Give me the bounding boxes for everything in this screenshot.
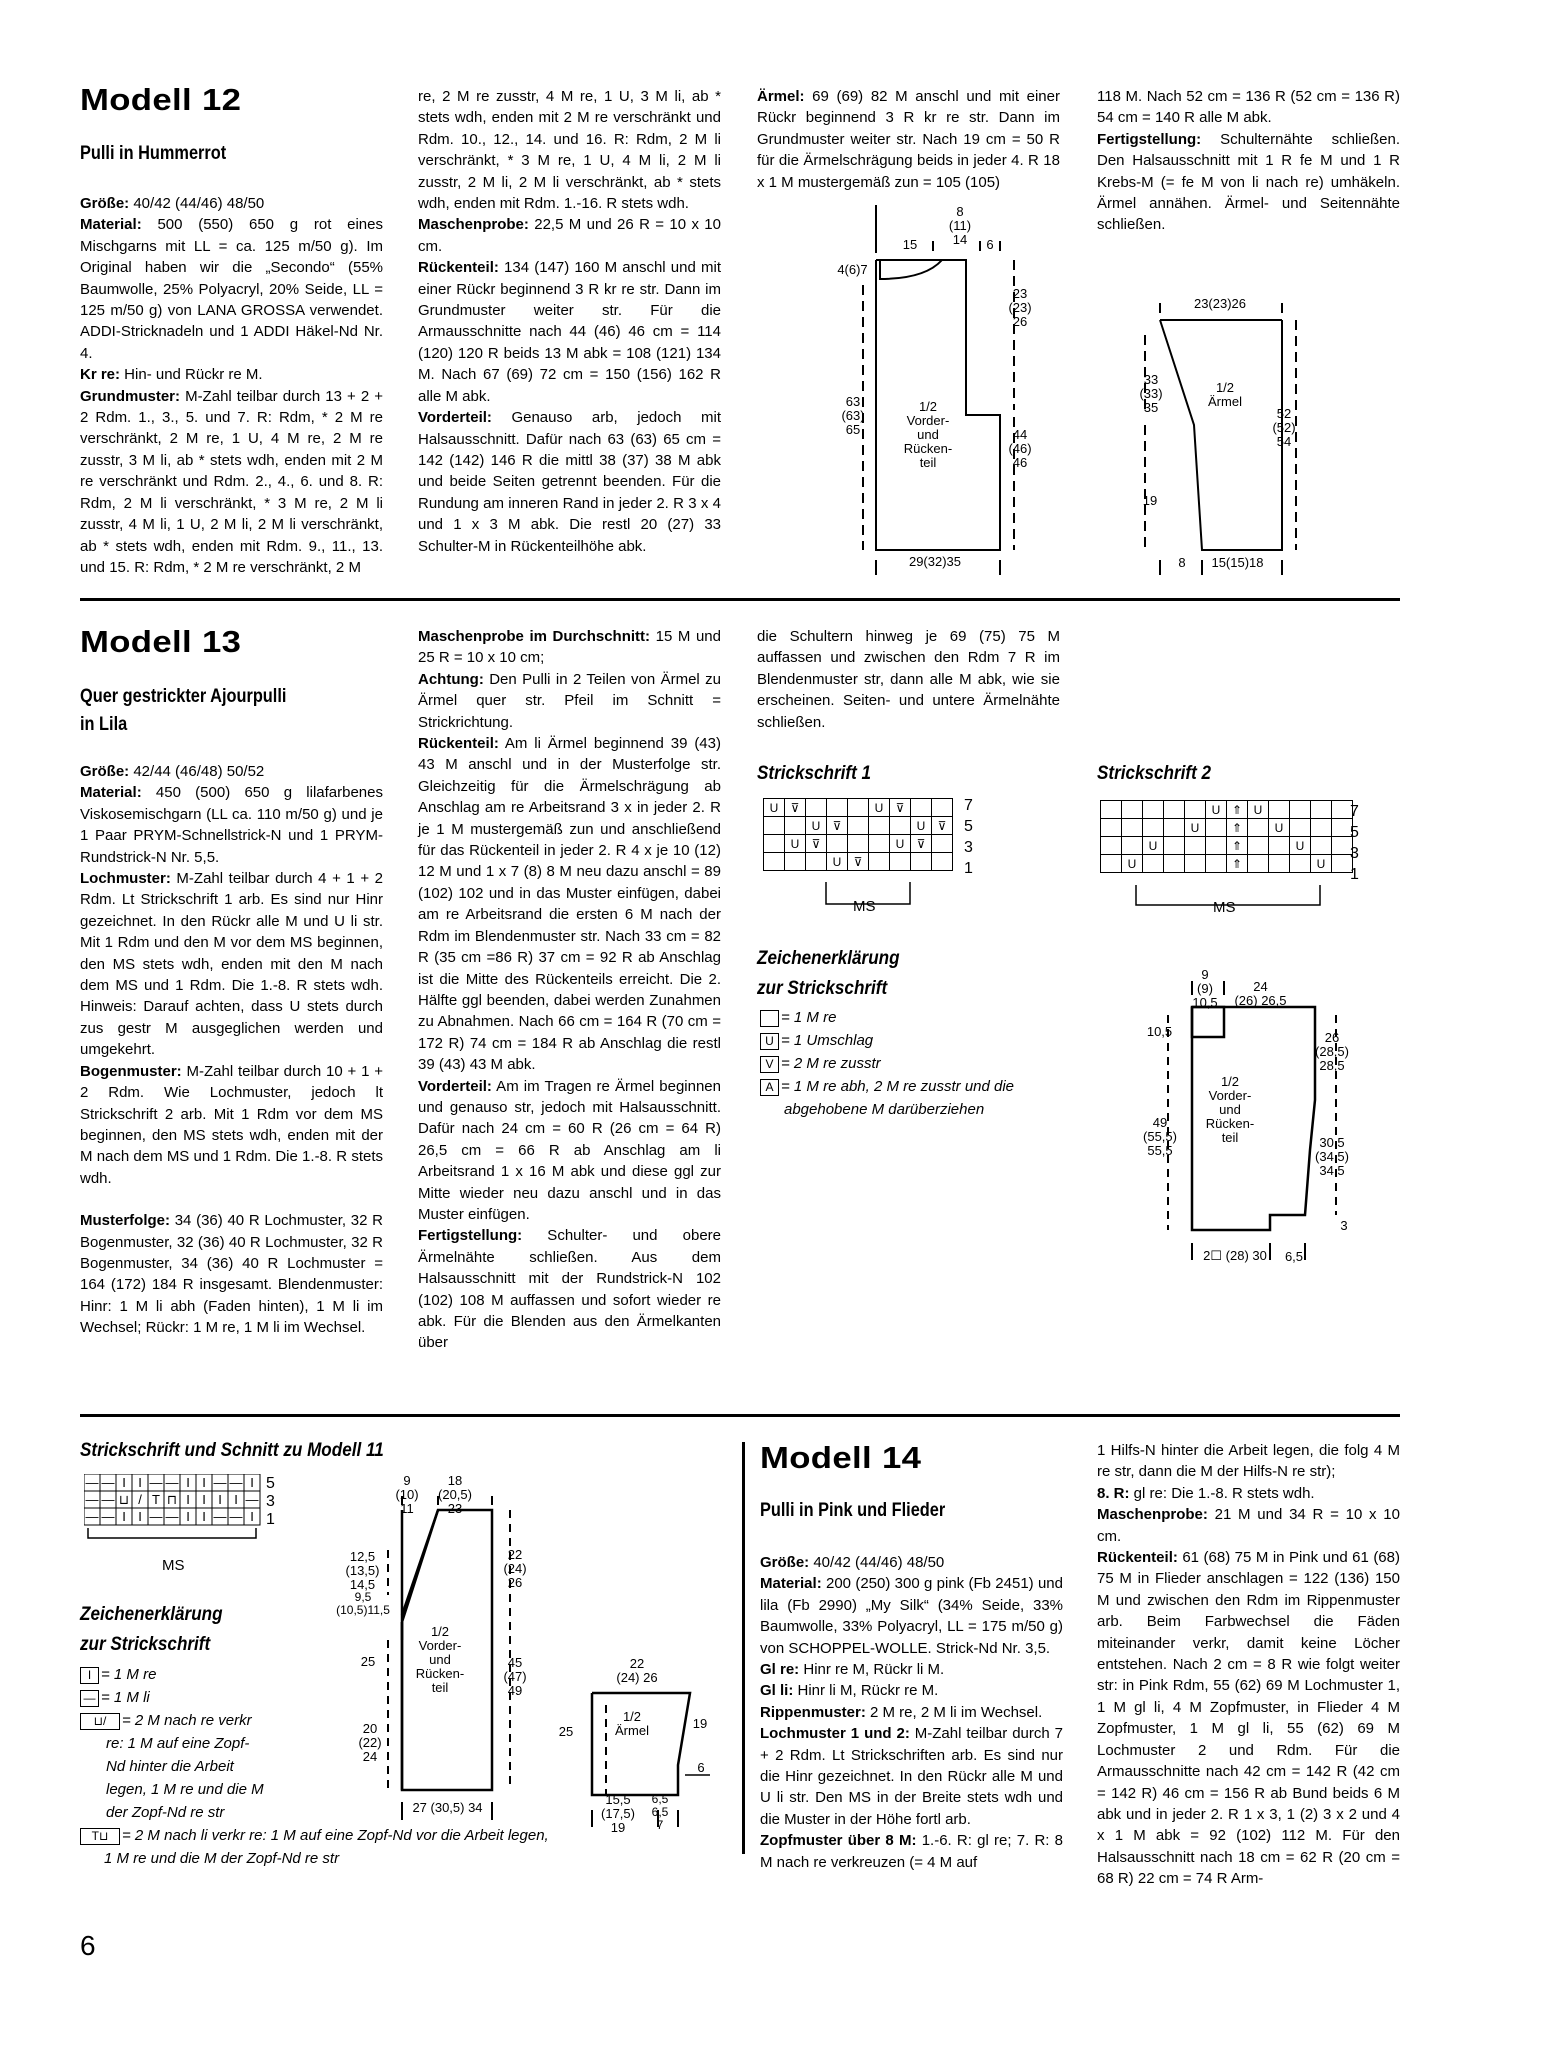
knit-cell bbox=[827, 835, 848, 853]
paragraph: 8. R: gl re: Die 1.-8. R stets wdh. bbox=[1097, 1484, 1315, 1502]
model-12-column-2 bbox=[418, 86, 721, 557]
chart-1-title: Strickschrift 1 bbox=[757, 763, 872, 784]
paragraph: Fertigstellung: Schulternähte schließen. Den Halsausschnitt mit 1 R fe M und 1 R Krebs-M (= fe M von li nach re) umhäkeln. Ärmel annähen. Ärmel- und Seitennähte schließen. bbox=[1097, 130, 1400, 234]
dim-11s-bottom-a: 15,5 (17,5) 19 bbox=[601, 1792, 635, 1835]
legend-item: = 1 M re bbox=[760, 1006, 1090, 1029]
svg-text:—: — bbox=[101, 1492, 115, 1507]
legend-item: A = 1 M re abh, 2 M re zusstr und die bbox=[760, 1075, 1090, 1098]
model-12-sleeve-schematic bbox=[1130, 295, 1330, 580]
dim-arm-depth: 23 (23) 26 bbox=[1008, 286, 1032, 329]
chart-2-grid bbox=[1100, 800, 1353, 873]
svg-text:I: I bbox=[186, 1509, 190, 1524]
model-14-column-1 bbox=[760, 1552, 1063, 1873]
yarn-over-cell: U bbox=[869, 799, 890, 817]
paragraph: Material: 500 (550) 650 g rot eines Mischgarns mit LL = ca. 125 m/50 g). Im Original haben wir die „Secondo“ (55% Baumwolle, 25% Polyacryl, 20% Seide, LL = 125 m/50 g) von LANA GROSSA verwendet. ADDI-Stricknadeln und 1 ADDI Häkel-Nd Nr. 4. bbox=[80, 216, 383, 362]
paragraph: Vorderteil: Genauso arb, jedoch mit Halsausschnitt. Dafür nach 63 (63) 65 cm = 142 (142) 146 R die mittl 38 (37) 38 M abk und beide Seiten getrennt beenden. Für die Rundung am inneren Rand in jeder 2. R 3 x 4 und 1 x 3 M abk. Die restl 20 (27) 33 Schulter-M in Rückenteilhöhe abk. bbox=[418, 409, 721, 555]
paragraph: Material: 450 (500) 650 g lilafarbenes Viskosemischgarn (LL ca. 110 m/50 g) und je 1 Paar PRYM-Schnellstrick-N und 1 PRYM- Rundstrick-N Nr. 5,5. bbox=[80, 784, 383, 866]
paragraph: Rippenmuster: 2 M re, 2 M li im Wechsel. bbox=[760, 1703, 1043, 1721]
knit-cell bbox=[869, 817, 890, 835]
knit-cell bbox=[1101, 819, 1122, 837]
paragraph: Rückenteil: 134 (147) 160 M anschl und mit einer Rückr beginnend 3 R kr re str. Dann im Grundmuster weiter str. Für die Armausschnitte nach 44 (46) 46 cm = 114 (120) 120 R beids 13 M abk = 108 (121) 134 M. Nach 67 (69) 72 cm = 150 (156) 162 R alle M abk. bbox=[418, 259, 721, 405]
knit-cell bbox=[1101, 837, 1122, 855]
knit-cell bbox=[1290, 801, 1311, 819]
paragraph: Lochmuster: M-Zahl teilbar durch 4 + 1 + 2 Rdm. Lt Strickschrift 1 arb. Es sind nur Hinr gezeichnet. In den Rückr alle M und U li str. Mit 1 Rdm und den M vor dem MS beginnen, den MS stets wdh, enden mit den M nach dem MS und 1 Rdm. Die 1.-8. R stets wdh. Hinweis: Darauf achten, dass U stets durch zus gestr M ausgeglichen werden und umgekehrt. bbox=[80, 870, 383, 1059]
dim-right-13: 30,5 (34,5) 34,5 bbox=[1315, 1135, 1349, 1178]
yarn-over-cell: U bbox=[1122, 855, 1143, 873]
knit-cell bbox=[1269, 837, 1290, 855]
knit-cell bbox=[869, 835, 890, 853]
svg-text:—: — bbox=[245, 1492, 259, 1507]
decrease-icon: V bbox=[760, 1056, 779, 1073]
dim-11-right-mid: 45 (47) 49 bbox=[503, 1655, 527, 1698]
knit-cell bbox=[848, 799, 869, 817]
model-13-column-1 bbox=[80, 761, 383, 1339]
svg-text:⊔: ⊔ bbox=[118, 1492, 130, 1507]
knit-cell bbox=[764, 835, 785, 853]
svg-text:—: — bbox=[213, 1475, 227, 1490]
paragraph: Gl li: Hinr li M, Rückr re M. bbox=[760, 1682, 939, 1700]
knit-cell bbox=[1248, 819, 1269, 837]
row-number: 7 bbox=[1350, 803, 1359, 820]
knit-cell bbox=[1164, 801, 1185, 819]
svg-text:/: / bbox=[138, 1492, 142, 1507]
dim-bottom-b: 6,5 bbox=[1284, 1249, 1304, 1264]
paragraph: 118 M. Nach 52 cm = 136 R (52 cm = 136 R) 54 cm = 140 R alle M abk. bbox=[1097, 88, 1400, 127]
paragraph: Zopfmuster über 8 M: 1.-6. R: gl re; 7. R: 8 M nach re verkreuzen (= 4 M auf bbox=[760, 1832, 1064, 1871]
knit-cell bbox=[1269, 855, 1290, 873]
row-number: 1 bbox=[266, 1511, 275, 1528]
dim-11-right-top: 22 (24) 26 bbox=[503, 1547, 527, 1590]
dim-11s-bottom-b: 6,5 6,5 7 bbox=[651, 1792, 669, 1832]
yarn-over-cell: U bbox=[1143, 837, 1164, 855]
knit-cell bbox=[806, 799, 827, 817]
knit-cell bbox=[1122, 819, 1143, 837]
knit-cell bbox=[806, 853, 827, 871]
legend-line: legen, 1 M re und die M bbox=[106, 1781, 264, 1798]
yarn-over-cell: U bbox=[764, 799, 785, 817]
paragraph: Vorderteil: Am im Tragen re Ärmel beginnen und genauso str, jedoch mit Halsausschnitt. Dafür nach 24 cm = 60 R (26 cm = 64 R) 26,5 cm = 66 R ab Anschlag am li Arbeitsrand 1 x 16 M abk und diese ggl zur Mitte wieder neu dazu anschl und in das Muster einfügen. bbox=[418, 1077, 721, 1223]
decrease-cell: ⊽ bbox=[785, 799, 806, 817]
svg-text:⊓: ⊓ bbox=[166, 1492, 178, 1507]
chart-1-ms-label: MS bbox=[853, 898, 876, 915]
dim-label-13: 1/2 Vorder- und Rücken- teil bbox=[1205, 1074, 1255, 1145]
knit-cell bbox=[911, 799, 932, 817]
knit-cell bbox=[785, 817, 806, 835]
svg-text:—: — bbox=[213, 1509, 227, 1524]
dim-cuff-13: 3 bbox=[1340, 1218, 1348, 1233]
legend-item: T⊔ = 2 M nach li verkr re: 1 M auf eine Zopf-Nd vor die Arbeit legen, bbox=[80, 1824, 620, 1847]
knit-symbol-icon: I bbox=[80, 1667, 99, 1684]
double-decrease-cell: ⇑ bbox=[1227, 855, 1248, 873]
yarn-over-cell: U bbox=[785, 835, 806, 853]
dim-sleeve-len: 52 (52) 54 bbox=[1272, 406, 1296, 449]
model-12-subtitle: Pulli in Hummerrot bbox=[80, 143, 227, 164]
chart-row bbox=[1101, 837, 1353, 855]
knit-cell bbox=[911, 853, 932, 871]
paragraph: Größe: 42/44 (46/48) 50/52 bbox=[80, 763, 265, 780]
model-14-column-2 bbox=[1097, 1440, 1400, 1890]
knit-cell bbox=[1101, 801, 1122, 819]
dim-11-label: 1/2 Vorder- und Rücken- teil bbox=[415, 1624, 465, 1695]
svg-text:I: I bbox=[138, 1475, 142, 1490]
model-11-title: Strickschrift und Schnitt zu Modell 11 bbox=[80, 1440, 384, 1461]
dim-11-bottom: 27 (30,5) 34 bbox=[412, 1800, 483, 1815]
svg-text:—: — bbox=[165, 1509, 179, 1524]
dim-label: 1/2 Vorder- und Rücken- teil bbox=[903, 399, 953, 470]
dim-11-top-b: 18 (20,5) 23 bbox=[438, 1473, 472, 1516]
paragraph: Größe: 40/42 (44/46) 48/50 bbox=[760, 1554, 945, 1571]
svg-text:I: I bbox=[234, 1492, 238, 1507]
knit-cell bbox=[764, 853, 785, 871]
knit-cell bbox=[1311, 819, 1332, 837]
chart-row bbox=[1101, 801, 1353, 819]
dim-right-top: 26 (28,5) 28,5 bbox=[1315, 1030, 1349, 1073]
yarn-over-cell: U bbox=[1269, 819, 1290, 837]
row-number: 1 bbox=[1350, 866, 1359, 883]
dim-width: 29(32)35 bbox=[908, 554, 962, 569]
model-12-column-1 bbox=[80, 193, 383, 578]
knit-cell bbox=[1185, 855, 1206, 873]
paragraph: Gl re: Hinr re M, Rückr li M. bbox=[760, 1661, 945, 1679]
knit-cell bbox=[1164, 855, 1185, 873]
svg-text:—: — bbox=[85, 1509, 99, 1524]
knit-cell bbox=[932, 853, 953, 871]
knit-cell bbox=[1185, 801, 1206, 819]
paragraph: 1 Hilfs-N hinter die Arbeit legen, die folg 4 M re str, dann die M der Hilfs-N re str); bbox=[1097, 1442, 1400, 1481]
legend-line: Nd hinter die Arbeit bbox=[106, 1758, 234, 1775]
yarn-over-cell: U bbox=[1206, 801, 1227, 819]
model-13-subtitle-2: in Lila bbox=[80, 714, 128, 735]
knit-cell bbox=[1122, 837, 1143, 855]
chart-2-ms-label: MS bbox=[1213, 899, 1236, 916]
decrease-cell: ⊽ bbox=[806, 835, 827, 853]
double-decrease-cell: ⇑ bbox=[1227, 801, 1248, 819]
dim-top-a: 9 (9) 10,5 bbox=[1192, 967, 1218, 1010]
legend-item: V = 2 M re zusstr bbox=[760, 1052, 1090, 1075]
legend-item: U = 1 Umschlag bbox=[760, 1029, 1090, 1052]
legend-title-1: Zeichenerklärung bbox=[757, 948, 900, 969]
dim-bottom-a: 2☐ (28) 30 bbox=[1203, 1248, 1267, 1263]
row-number: 5 bbox=[1350, 824, 1359, 841]
dim-top-left: 15 bbox=[902, 237, 918, 252]
dim-11s-right: 19 bbox=[692, 1716, 708, 1731]
model-13-subtitle-1: Quer gestrickter Ajourpulli bbox=[80, 686, 287, 707]
svg-text:T: T bbox=[152, 1492, 160, 1507]
paragraph: Maschenprobe: 21 M und 34 R = 10 x 10 cm. bbox=[1097, 1506, 1400, 1545]
model-11-sleeve-schematic bbox=[560, 1665, 720, 1835]
svg-text:—: — bbox=[101, 1475, 115, 1490]
double-decrease-cell: ⇑ bbox=[1227, 837, 1248, 855]
svg-text:I: I bbox=[202, 1492, 206, 1507]
svg-text:I: I bbox=[122, 1509, 126, 1524]
svg-text:I: I bbox=[202, 1509, 206, 1524]
paragraph: Ärmel: 69 (69) 82 M anschl und mit einer Rückr beginnend 3 R kr re str. Dann im Grundmuster weiter str. Nach 19 cm = 50 R für die Ärmelschrägung beids in jeder 4. R 18 x 1 M mustergemäß zun = 105 (105) bbox=[757, 88, 1060, 191]
knit-cell bbox=[1143, 801, 1164, 819]
model-12-column-3 bbox=[757, 86, 1060, 193]
knit-cell bbox=[785, 853, 806, 871]
yarn-over-cell: U bbox=[911, 817, 932, 835]
knit-cell bbox=[932, 835, 953, 853]
knit-cell bbox=[1311, 837, 1332, 855]
knit-cell bbox=[764, 817, 785, 835]
chart-row bbox=[764, 853, 953, 871]
dim-11s-cuff: 6 bbox=[697, 1760, 705, 1775]
chart-row bbox=[764, 799, 953, 817]
knit-cell bbox=[1269, 801, 1290, 819]
paragraph: Achtung: Den Pulli in 2 Teilen von Ärmel zu Ärmel quer str. Pfeil im Schnitt = Strickrichtung. bbox=[418, 670, 721, 731]
legend-line: 1 M re und die M der Zopf-Nd re str bbox=[104, 1850, 340, 1867]
dim-sleeve-cuff: 19 bbox=[1142, 493, 1158, 508]
paragraph: Rückenteil: Am li Ärmel beginnend 39 (43) 43 M anschl und in der Musterfolge str. Gleichzeitig für die Ärmelschrägung ab Anschlag am re Arbeitsrand 3 x in jeder 2. R je 1 M mustergemäß zun und anschließend für das Rückenteil in jeder 2. R 4 x je 10 (12) 12 M und 1 x 7 (8) 8 M neu dazu anschl = 89 (102) 102 und in das Muster einfügen, dabei am re Arbeitsrand die ersten 6 M nach der Rdm im Blendenmuster str. Nach 33 cm = 82 R (35 cm =86 R) 37 cm = 92 R ab Anschlag ist die Mitte des Rückenteils erreicht. Die 2. Hälfte ggl beenden, dabei werden Zunahmen zu Abnahmen. Nach 66 cm = 164 R (70 cm = 172 R) 74 cm = 184 R ab Anschlag die restl 39 (43) 43 M abk. bbox=[418, 735, 721, 1074]
legend-line: der Zopf-Nd re str bbox=[106, 1804, 225, 1821]
dim-11s-top: 22 (24) 26 bbox=[616, 1656, 658, 1685]
dim-top-mid: 8 (11) 14 bbox=[948, 204, 972, 247]
yarn-over-icon: U bbox=[760, 1033, 779, 1050]
knit-cell bbox=[1290, 855, 1311, 873]
row-number: 3 bbox=[266, 1493, 275, 1510]
cross-left-icon: T⊔ bbox=[80, 1828, 120, 1845]
dim-11s-label: 1/2 Ärmel bbox=[615, 1709, 649, 1738]
legend-title-2: zur Strickschrift bbox=[757, 978, 888, 999]
knit-cell bbox=[1143, 855, 1164, 873]
yarn-over-cell: U bbox=[1311, 855, 1332, 873]
svg-text:I: I bbox=[122, 1475, 126, 1490]
paragraph: Bogenmuster: M-Zahl teilbar durch 10 + 1 + 2 Rdm. Wie Lochmuster, jedoch lt Strickschrift 2 arb. Mit 1 Rdm vor dem MS beginnen, den MS stets wdh, enden mit der M nach dem MS und 1 Rdm. Die 1.-8. R stets wdh. bbox=[80, 1062, 383, 1187]
knit-cell bbox=[932, 799, 953, 817]
decrease-cell: ⊽ bbox=[932, 817, 953, 835]
dim-left-13: 49 (55,5) 55,5 bbox=[1143, 1115, 1177, 1158]
model-11-legend-title-1: Zeichenerklärung bbox=[80, 1604, 223, 1625]
model-11-legend-title-2: zur Strickschrift bbox=[80, 1634, 211, 1655]
chart-row bbox=[1101, 855, 1353, 873]
model-14-subtitle: Pulli in Pink und Flieder bbox=[760, 1500, 946, 1521]
legend-item: I = 1 M re bbox=[80, 1663, 620, 1686]
legend-item: ⊔/ = 2 M nach re verkr bbox=[80, 1709, 620, 1732]
dim-11-left-top: 12,5 (13,5) 14,5 bbox=[345, 1549, 380, 1592]
knit-symbol-icon bbox=[760, 1010, 779, 1027]
cross-right-icon: ⊔/ bbox=[80, 1713, 120, 1730]
decrease-cell: ⊽ bbox=[890, 799, 911, 817]
yarn-over-cell: U bbox=[827, 853, 848, 871]
section-divider bbox=[80, 1414, 1400, 1417]
paragraph: Maschenprobe im Durchschnitt: 15 M und 25 R = 10 x 10 cm; bbox=[418, 628, 721, 667]
dim-neck: 4(6)7 bbox=[837, 262, 868, 277]
knit-cell bbox=[869, 853, 890, 871]
knit-cell bbox=[1248, 837, 1269, 855]
chart-2-title: Strickschrift 2 bbox=[1097, 763, 1212, 784]
chart-row bbox=[764, 835, 953, 853]
model-12-column-4 bbox=[1097, 86, 1400, 236]
model-13-column-3 bbox=[757, 626, 1060, 733]
paragraph: Kr re: Hin- und Rückr re M. bbox=[80, 366, 263, 384]
knit-cell bbox=[1164, 819, 1185, 837]
model-11-ms-label: MS bbox=[162, 1557, 185, 1574]
svg-text:I: I bbox=[250, 1475, 254, 1490]
svg-text:I: I bbox=[138, 1509, 142, 1524]
row-number: 7 bbox=[964, 797, 973, 814]
paragraph: Material: 200 (250) 300 g pink (Fb 2451) und lila (Fb 2990) „My Silk“ (34% Seide, 33% Baumwolle, 33% Polyacryl, LL = 175 m/50 g) von SCHOPPEL-WOLLE. Strick-Nd Nr. 3,5. bbox=[760, 1575, 1063, 1657]
row-number: 1 bbox=[964, 860, 973, 877]
knit-cell bbox=[1101, 855, 1122, 873]
dim-sleeve-taper: 33 (33) 35 bbox=[1139, 372, 1163, 415]
chart-row bbox=[1101, 819, 1353, 837]
dim-top-b: 24 (26) 26,5 bbox=[1234, 979, 1287, 1008]
svg-text:—: — bbox=[229, 1475, 243, 1490]
yarn-over-cell: U bbox=[890, 835, 911, 853]
yarn-over-cell: U bbox=[1185, 819, 1206, 837]
svg-text:—: — bbox=[101, 1509, 115, 1524]
legend-line: re: 1 M auf eine Zopf- bbox=[106, 1735, 250, 1752]
dim-sleeve-bottom-a: 8 bbox=[1178, 555, 1186, 570]
knit-cell bbox=[1164, 837, 1185, 855]
dim-11-top-a: 9 (10) 11 bbox=[395, 1473, 419, 1516]
knit-cell bbox=[1248, 855, 1269, 873]
paragraph: Musterfolge: 34 (36) 40 R Lochmuster, 32 R Bogenmuster, 32 (36) 40 R Lochmuster, 32 R Bogenmuster, 34 (36) 40 R Lochmuster = 164 (172) 184 R insgesamt. Blendenmuster: Hinr: 1 M li abh (Faden hinten), 1 M li im Wechsel; Rückr: 1 M re, 1 M li im Wechsel. bbox=[80, 1212, 383, 1337]
dim-length: 63 (63) 65 bbox=[841, 394, 865, 437]
yarn-over-cell: U bbox=[1290, 837, 1311, 855]
paragraph: Fertigstellung: Schulter- und obere Ärmelnähte schließen. Aus dem Halsausschnitt mit der Rundstrick-N 102 (102) 108 M auffassen und sofort wieder re abk. Für die Blenden aus den Ärmelkanten über bbox=[418, 1227, 721, 1352]
knit-cell bbox=[1206, 855, 1227, 873]
row-number: 3 bbox=[1350, 845, 1359, 862]
svg-text:—: — bbox=[165, 1475, 179, 1490]
model-14-title: Modell 14 bbox=[760, 1440, 922, 1475]
svg-text:—: — bbox=[85, 1492, 99, 1507]
dim-neck-13: 10,5 bbox=[1146, 1024, 1173, 1039]
paragraph: Maschenprobe: 22,5 M und 26 R = 10 x 10 cm. bbox=[418, 216, 721, 255]
decrease-cell: ⊽ bbox=[848, 853, 869, 871]
knit-cell bbox=[1206, 819, 1227, 837]
knit-cell bbox=[1290, 819, 1311, 837]
svg-text:—: — bbox=[85, 1475, 99, 1490]
knit-cell bbox=[1122, 801, 1143, 819]
dim-11-left-low: 20 (22) 24 bbox=[358, 1721, 382, 1764]
double-decrease-icon: A bbox=[760, 1079, 779, 1096]
paragraph: Rückenteil: 61 (68) 75 M in Pink und 61 (68) 75 M in Flieder anschlagen = 122 (136) 150 M und zwischen den Rdm im Rippenmuster arb. Beim Farbwechsel die Fäden miteinander verkr, damit keine Löcher entstehen. Nach 2 cm = 8 R wie folgt weiter str: in Pink Rdm, 55 (62) 69 M Lochmuster 1, 1 M gl li, 4 M Zopfmuster, in Flieder 4 M Zopfmuster, 1 M gl li, 55 (62) 69 M Lochmuster 2 und Rdm. Für die Armausschnitte nach 42 cm = 142 R (42 cm = 142 R) 46 cm = 156 R ab Bund beids 6 M abk und in jeder 2. R 1 x 3, 1 (2) 3 x 2 und 4 x 1 M abk = 92 (102) 112 M. Für den Halsausschnitt nach 18 cm = 62 R (20 cm = 68 R) 22 cm = 74 R Arm- bbox=[1097, 1549, 1400, 1888]
knit-cell bbox=[1311, 801, 1332, 819]
vertical-divider bbox=[742, 1442, 745, 1854]
model-11-chart-grid bbox=[84, 1474, 264, 1540]
purl-symbol-icon: — bbox=[80, 1690, 99, 1707]
svg-text:I: I bbox=[250, 1509, 254, 1524]
dim-11s-left: 25 bbox=[558, 1724, 574, 1739]
paragraph: Grundmuster: M-Zahl teilbar durch 13 + 2 + 2 Rdm. 1., 3., 5. und 7. R: Rdm, * 2 M re verschränkt, 2 M re, 1 U, 4 M re, 2 M re zusstr, 3 M li, ab * stets wdh, enden mit 2 M re verschränkt und Rdm. 2., 4., 6. und 8. R: Rdm, 2 M li verschränkt, * 3 M re, 2 M li zusstr, 4 M li, 1 U, 2 M li, 2 M li verschränkt, ab * stets wdh, enden mit Rdm. 9., 11., 13. und 15. R: Rdm, * 2 M re verschränkt, 2 M bbox=[80, 387, 383, 576]
dim-top-right: 6 bbox=[986, 237, 994, 252]
svg-text:—: — bbox=[229, 1509, 243, 1524]
knit-cell bbox=[1206, 837, 1227, 855]
page-number: 6 bbox=[80, 1930, 96, 1961]
svg-text:I: I bbox=[218, 1492, 222, 1507]
paragraph: re, 2 M re zusstr, 4 M re, 1 U, 3 M li, ab * stets wdh, enden mit 2 M re verschränkt und Rdm. 10., 12., 14. und 16. R: Rdm, 2 M li verschränkt, * 3 M re, 1 U, 4 M li, 2 M li zusstr, 2 M li, 2 M li verschränkt, ab * stets wdh, enden mit Rdm. 1.-16. R stets wdh. bbox=[418, 88, 721, 213]
model-12-title: Modell 12 bbox=[80, 82, 242, 117]
row-number: 3 bbox=[964, 839, 973, 856]
knit-cell bbox=[1143, 819, 1164, 837]
chart-1-grid bbox=[763, 798, 953, 871]
svg-text:I: I bbox=[186, 1492, 190, 1507]
svg-text:—: — bbox=[149, 1509, 163, 1524]
svg-text:—: — bbox=[149, 1475, 163, 1490]
legend-continuation: abgehobene M darüberziehen bbox=[784, 1101, 985, 1118]
knit-cell bbox=[848, 817, 869, 835]
paragraph: Lochmuster 1 und 2: M-Zahl teilbar durch 7 + 2 Rdm. Lt Strickschriften arb. Es sind nur die Hinr gezeichnet. In den Rückr alle M und U li str. Den MS in der Breite stets wdh und die Muster in der Höhe fortl arb. bbox=[760, 1725, 1063, 1828]
section-divider bbox=[80, 598, 1400, 601]
paragraph: die Schultern hinweg je 69 (75) 75 M auffassen und zwischen den Rdm 7 R im Blendenmuster str, dann alle M abk, wie sie erscheinen. Seiten- und untere Ärmelnähte schließen. bbox=[757, 628, 1060, 731]
row-number: 5 bbox=[266, 1475, 275, 1492]
dim-11-left-b: 9,5 (10,5)11,5 bbox=[336, 1590, 390, 1617]
chart-row bbox=[764, 817, 953, 835]
model-13-title: Modell 13 bbox=[80, 624, 242, 659]
svg-text:I: I bbox=[202, 1475, 206, 1490]
yarn-over-cell: U bbox=[1248, 801, 1269, 819]
model-13-legend bbox=[760, 1006, 1090, 1121]
double-decrease-cell: ⇑ bbox=[1227, 819, 1248, 837]
knit-cell bbox=[1185, 837, 1206, 855]
dim-11-left-mid: 25 bbox=[360, 1654, 376, 1669]
decrease-cell: ⊽ bbox=[827, 817, 848, 835]
knit-cell bbox=[890, 817, 911, 835]
row-number: 5 bbox=[964, 818, 973, 835]
paragraph: Größe: 40/42 (44/46) 48/50 bbox=[80, 195, 265, 212]
knit-cell bbox=[848, 835, 869, 853]
yarn-over-cell: U bbox=[806, 817, 827, 835]
dim-sleeve-top: 23(23)26 bbox=[1193, 296, 1247, 311]
legend-item: — = 1 M li bbox=[80, 1686, 620, 1709]
knit-cell bbox=[827, 799, 848, 817]
dim-side: 44 (46) 46 bbox=[1008, 427, 1032, 470]
decrease-cell: ⊽ bbox=[911, 835, 932, 853]
knit-cell bbox=[890, 853, 911, 871]
svg-text:I: I bbox=[186, 1475, 190, 1490]
dim-sleeve-bottom-b: 15(15)18 bbox=[1211, 555, 1264, 570]
model-13-column-2 bbox=[418, 626, 721, 1354]
dim-sleeve-label: 1/2 Ärmel bbox=[1208, 380, 1242, 409]
